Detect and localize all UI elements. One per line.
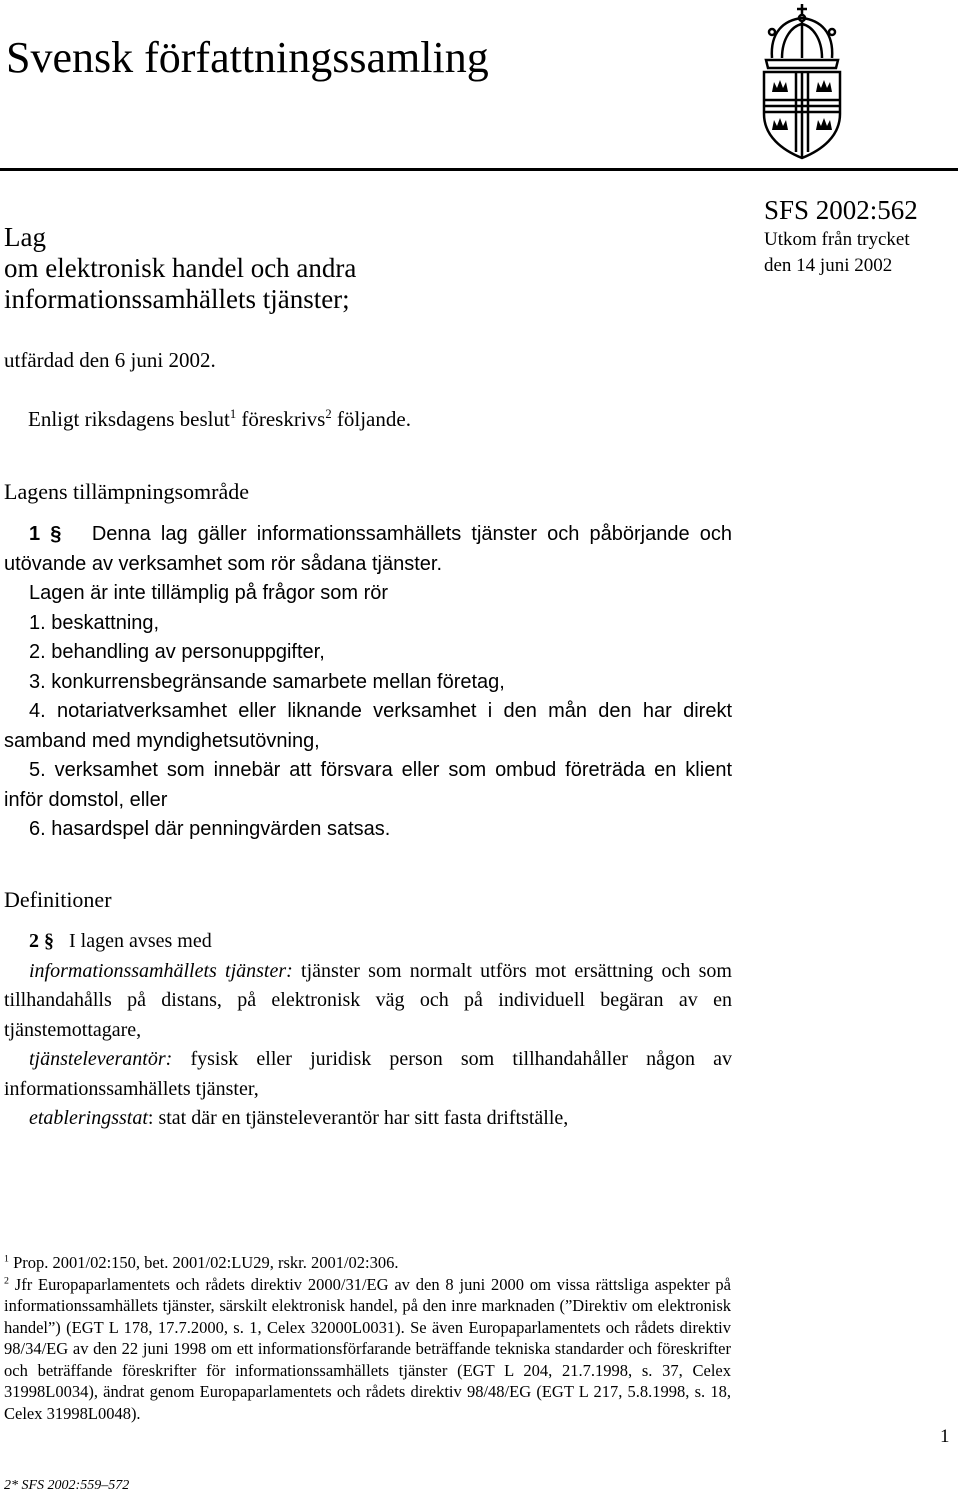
law-title: [4, 222, 356, 315]
definition-term: tjänsteleverantör:: [29, 1048, 173, 1070]
section-2-body: [4, 927, 732, 1134]
section-text: I lagen avses med: [69, 930, 212, 952]
preamble-text: följande.: [331, 407, 411, 431]
list-item: 5. verksamhet som innebär att försvara eller som ombud företräda en klient inför domstol, eller: [4, 759, 732, 811]
list-item: 6. hasardspel där penningvärden satsas.: [29, 818, 391, 840]
footnote-text: Jfr Europaparlamentets och rådets direktiv 2000/31/EG av den 8 juni 2000 om vissa rättsliga aspekter på informationssamhällets tjänster, särskilt elektronisk handel, på den inre marknaden (”Direktiv om elektronisk handel”) (EGT L 178, 17.7.2000, s. 1, Celex 32000L0031). Se även Europaparlamentets och rådets direktiv 98/34/EG av den 22 juni 1998 om ett informationsförfarande beträffande tekniska standarder och föreskrifter och beträffande föreskrifter för informationssamhällets tjänster (EGT L 204, 21.7.1998, s. 37, Celex 31998L0034), ändrat genom Europaparlamentets och rådets direktiv 98/48/EG (EGT L 217, 5.8.1998, s. 18, Celex 31998L0048).: [4, 1274, 731, 1423]
footnote-ref: 1: [229, 407, 237, 421]
definition: [4, 1104, 732, 1134]
footnote: [4, 1252, 731, 1274]
law-title-line: Lag: [4, 222, 46, 252]
section-1-body: [4, 520, 732, 845]
sfs-info: [764, 193, 918, 279]
section-number: 1 §: [29, 523, 62, 545]
list-item: 3. konkurrensbegränsande samarbete mellan företag,: [29, 670, 505, 693]
definition: [4, 1045, 732, 1104]
list-item: 4. notariatverksamhet eller liknande verksamhet i den mån den har direkt samband med myndighetsutövning,: [4, 700, 732, 752]
preamble-text: föreskrivs: [236, 407, 326, 431]
footnote-ref: 2: [325, 407, 332, 421]
preamble-text: Enligt riksdagens beslut: [28, 407, 230, 431]
footnotes: [4, 1252, 731, 1424]
publication-line: Utkom från trycket: [764, 229, 910, 250]
swedish-coat-of-arms-icon: [752, 2, 852, 160]
section-text: Denna lag gäller informationssamhällets tjänster och påbörjande och utövande av verksamhet som rör sådana tjänster.: [4, 523, 733, 575]
footnote-text: Prop. 2001/02:150, bet. 2001/02:LU29, rskr. 2001/02:306.: [8, 1253, 399, 1272]
footnote-mark: 2: [4, 1275, 9, 1286]
print-mark: [4, 1478, 129, 1494]
footnote: [4, 1274, 731, 1425]
publication-date: den 14 juni 2002: [764, 255, 893, 276]
definition-text: : stat där en tjänsteleverantör har sitt fasta driftställe,: [147, 1107, 569, 1129]
publication-info: [764, 227, 918, 279]
definition-text: tjänster som normalt utförs mot ersättning och som tillhandahålls på distans, på elektronisk väg och på individuell begäran av en tjänstemottagare,: [4, 959, 732, 1041]
print-mark-text: 2* SFS 2002:559–572: [4, 1478, 130, 1493]
sfs-number: SFS 2002:562: [764, 195, 918, 225]
page-number: 1: [940, 1426, 950, 1447]
list-item: 1. beskattning,: [29, 611, 160, 634]
header-rule: [0, 168, 958, 171]
section-heading: Lagens tillämpningsområde: [4, 479, 249, 504]
section-paragraph: [4, 927, 732, 957]
section-paragraph: [4, 520, 732, 579]
definition-text: fysisk eller juridisk person som tillhandahåller någon av informationssamhällets tjänster,: [4, 1048, 732, 1100]
preamble: [28, 405, 411, 433]
definition: [4, 957, 732, 1046]
list-item: 2. behandling av personuppgifter,: [29, 641, 325, 663]
section-number: 2 §: [29, 930, 54, 952]
law-title-line: informationssamhällets tjänster;: [4, 284, 350, 314]
law-title-line: om elektronisk handel och andra: [4, 253, 357, 283]
issue-date: utfärdad den 6 juni 2002.: [4, 348, 216, 372]
exclusion-intro: Lagen är inte tillämplig på frågor som rör: [29, 582, 389, 604]
section-heading: Definitioner: [4, 887, 112, 912]
definition-term: etableringsstat: [29, 1107, 148, 1129]
definition-term: informationssamhällets tjänster:: [29, 959, 293, 982]
footnote-mark: 1: [4, 1253, 9, 1265]
collection-title: Svensk författningssamling: [6, 33, 489, 82]
